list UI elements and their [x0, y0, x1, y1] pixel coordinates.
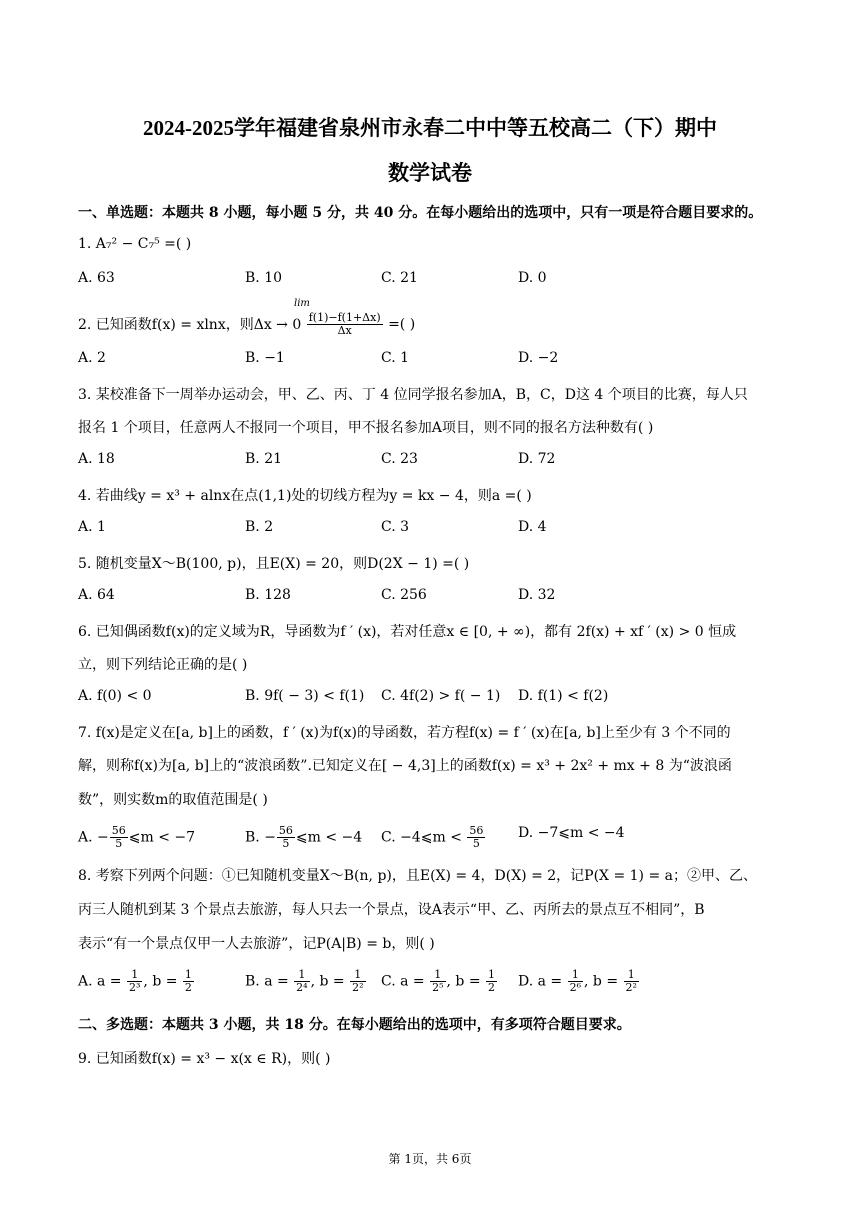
question-7-option-a	[78, 825, 195, 850]
question-5-option-b: B. 128	[245, 587, 291, 603]
fraction-denominator: 2⁴	[296, 981, 308, 994]
question-2-option-d: D. −2	[518, 350, 559, 366]
question-7-option-a-suffix: ⩽m < −7	[128, 829, 196, 846]
option-d-b-fraction	[624, 969, 639, 994]
question-8-line-1: 8. 考察下列两个问题：①已知随机变量X～B(n, p)，且E(X) = 4，D(X) = 2，记P(X = 1) = a；②甲、乙、	[78, 868, 757, 884]
question-6-option-c: C. 4f(2) > f( − 1)	[381, 688, 501, 704]
question-2-stem-suffix: =( )	[388, 316, 416, 333]
question-3-options	[78, 451, 798, 473]
option-c-b-fraction	[486, 969, 497, 994]
option-a-b-prefix: , b =	[143, 973, 182, 990]
fraction-numerator: 56	[111, 824, 126, 837]
question-4-options	[78, 519, 798, 541]
question-4-option-c: C. 3	[381, 519, 410, 535]
question-7-option-b-fraction	[277, 825, 295, 850]
question-8-option-a	[78, 969, 195, 994]
question-1-option-c: C. 21	[381, 270, 418, 286]
option-a-a-fraction	[127, 969, 142, 994]
question-6-options	[78, 688, 798, 710]
question-1-options	[78, 270, 798, 292]
question-7-option-b-suffix: ⩽m < −4	[295, 829, 363, 846]
question-6-option-a: A. f(0) < 0	[78, 688, 152, 704]
option-c-b-prefix: , b =	[446, 973, 486, 990]
question-7-option-a-prefix: A. −	[78, 829, 109, 846]
fraction-denominator: 2	[488, 981, 496, 994]
fraction-denominator: 2⁵	[432, 981, 444, 994]
question-3-option-a: A. 18	[78, 451, 115, 467]
question-8-line-3: 表示“有一个景点仅甲一人去旅游”，记P(A|B) = b，则( )	[78, 936, 435, 952]
page-footer: 第 1页，共 6页	[388, 1152, 472, 1166]
question-8-line-2: 丙三人随机到某 3 个景点去旅游，每人只去一个景点，设A表示“甲、乙、丙所去的景点互不相同”，B	[78, 902, 705, 918]
option-d-a-prefix: D. a =	[518, 973, 567, 990]
option-a-b-fraction	[183, 969, 194, 994]
question-2-options	[78, 350, 798, 372]
question-7-option-c-prefix: C. −4⩽m <	[381, 829, 467, 846]
question-2-option-c: C. 1	[381, 350, 410, 366]
fraction-denominator: 5	[472, 837, 480, 850]
fraction-denominator: 5	[115, 837, 123, 850]
question-7-option-d: D. −7⩽m < −4	[518, 825, 625, 841]
question-7-option-b	[245, 825, 362, 850]
question-7-line-3: 数”，则实数m的取值范围是( )	[78, 792, 268, 808]
question-2-lim-word: lim	[294, 297, 310, 309]
question-4-option-b: B. 2	[245, 519, 274, 535]
question-9-stem: 9. 已知函数f(x) = x³ − x(x ∈ R)，则( )	[78, 1051, 331, 1067]
question-8-option-b	[245, 969, 367, 994]
fraction-denominator: 2²	[352, 981, 364, 994]
fraction-denominator: 5	[282, 837, 290, 850]
question-5-option-c: C. 256	[381, 587, 427, 603]
question-2-option-a: A. 2	[78, 350, 106, 366]
question-7-option-c-fraction	[467, 825, 485, 850]
question-7-option-c	[381, 825, 486, 850]
option-b-b-prefix: , b =	[310, 973, 350, 990]
option-a-a-prefix: A. a =	[78, 973, 126, 990]
question-4-option-d: D. 4	[518, 519, 547, 535]
fraction-denominator: 2³	[129, 981, 141, 994]
question-2-fraction-numerator: f(1)−f(1+Δx)	[308, 311, 381, 324]
option-b-b-fraction	[350, 969, 365, 994]
question-6-option-b: B. 9f( − 3) < f(1)	[245, 688, 365, 704]
fraction-denominator: 2⁶	[569, 981, 582, 994]
question-1-stem: 1. A₇² − C₇⁵ =( )	[78, 236, 192, 252]
question-2-fraction	[307, 312, 383, 337]
question-2-fraction-denominator: Δx	[337, 324, 352, 337]
question-7-option-b-prefix: B. −	[245, 829, 276, 846]
fraction-numerator: 1	[430, 969, 445, 982]
question-8-option-c	[381, 969, 498, 994]
fraction-numerator: 1	[184, 968, 192, 981]
question-3-option-c: C. 23	[381, 451, 418, 467]
exam-title-line1: 2024-2025学年福建省泉州市永春二中中等五校高二（下）期中	[143, 116, 717, 140]
question-5-options	[78, 587, 798, 609]
question-7-option-a-fraction	[110, 825, 128, 850]
question-8-options	[78, 969, 798, 999]
question-7-line-1: 7. f(x)是定义在[a, b]上的函数，f ′ (x)为f(x)的导函数，若方程f(x) = f ′ (x)在[a, b]上至少有 3 个不同的	[78, 725, 731, 741]
question-1-option-a: A. 63	[78, 270, 115, 286]
question-6-line-2: 立，则下列结论正确的是( )	[78, 657, 248, 673]
question-7-options	[78, 825, 798, 853]
fraction-numerator: 56	[469, 824, 484, 837]
question-3-option-d: D. 72	[518, 451, 556, 467]
question-8-option-d	[518, 969, 640, 994]
question-5-option-d: D. 32	[518, 587, 556, 603]
option-d-b-prefix: , b =	[584, 973, 623, 990]
question-1-option-b: B. 10	[245, 270, 283, 286]
question-2-stem-prefix: 2. 已知函数f(x) = xlnx，则Δx → 0	[78, 316, 302, 333]
fraction-numerator: 1	[488, 968, 496, 981]
question-6-line-1: 6. 已知偶函数f(x)的定义域为R，导函数为f ′ (x)，若对任意x ∈ [0, + ∞)，都有 2f(x) + xf ′ (x) > 0 恒成	[78, 624, 737, 640]
question-3-option-b: B. 21	[245, 451, 283, 467]
section-single-choice-header: 一、单选题：本题共 8 小题，每小题 5 分，共 40 分。在每小题给出的选项中，只有一项是符合题目要求的。	[78, 205, 763, 221]
exam-title-line2: 数学试卷	[388, 161, 472, 185]
option-b-a-fraction	[294, 969, 309, 994]
fraction-numerator: 56	[278, 824, 293, 837]
question-5-option-a: A. 64	[78, 587, 115, 603]
option-c-a-prefix: C. a =	[381, 973, 430, 990]
question-6-option-d: D. f(1) < f(2)	[518, 688, 609, 704]
fraction-denominator: 2	[184, 981, 192, 994]
fraction-numerator: 1	[624, 969, 639, 982]
question-7-line-2: 解，则称f(x)为[a, b]上的“波浪函数”.已知定义在[ − 4,3]上的函数f(x) = x³ + 2x² + mx + 8 为“波浪函	[78, 758, 732, 774]
question-3-line-2: 报名 1 个项目，任意两人不报同一个项目，甲不报名参加A项目，则不同的报名方法种数有( )	[78, 420, 654, 436]
option-d-a-fraction	[568, 969, 583, 994]
option-c-a-fraction	[430, 969, 445, 994]
fraction-numerator: 1	[127, 969, 142, 982]
question-2-option-b: B. −1	[245, 350, 285, 366]
option-b-a-prefix: B. a =	[245, 973, 294, 990]
fraction-numerator: 1	[350, 969, 365, 982]
question-2-stem	[78, 297, 416, 337]
section-multiple-choice-header: 二、多选题：本题共 3 小题，共 18 分。在每小题给出的选项中，有多项符合题目要求。	[78, 1017, 631, 1033]
question-5-stem: 5. 随机变量X～B(100, p)，且E(X) = 20，则D(2X − 1) =( )	[78, 556, 470, 572]
question-4-option-a: A. 1	[78, 519, 106, 535]
fraction-denominator: 2²	[625, 981, 637, 994]
question-3-line-1: 3. 某校准备下一周举办运动会，甲、乙、丙、丁 4 位同学报名参加A，B，C，D这 4 个项目的比赛，每人只	[78, 387, 748, 403]
fraction-numerator: 1	[568, 969, 583, 982]
question-1-option-d: D. 0	[518, 270, 547, 286]
fraction-numerator: 1	[294, 969, 309, 982]
question-2-limit	[78, 297, 310, 334]
question-4-stem: 4. 若曲线y = x³ + alnx在点(1,1)处的切线方程为y = kx − 4，则a =( )	[78, 488, 532, 504]
